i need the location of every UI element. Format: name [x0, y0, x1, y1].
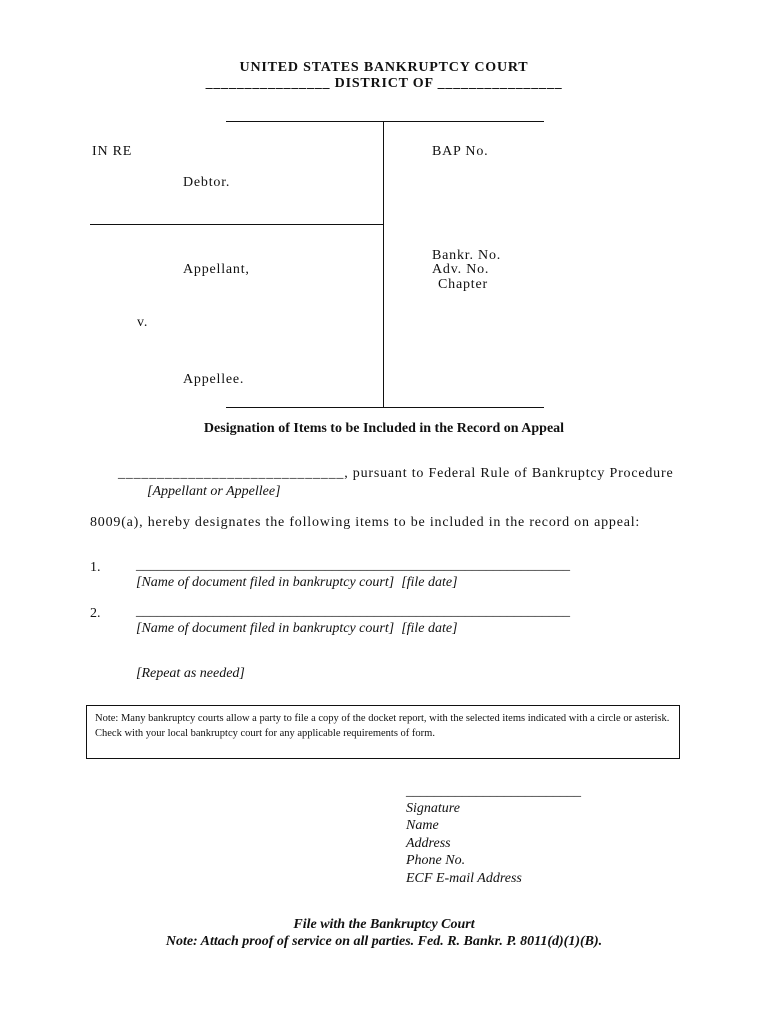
party-blank[interactable]: _____________________________ — [118, 466, 345, 481]
item-1-date-hint: [file date] — [401, 575, 458, 590]
address-label: Address — [406, 836, 451, 851]
file-with-text: File with the Bankruptcy Court — [293, 917, 475, 932]
bankr-no-label: Bankr. No. — [432, 248, 502, 263]
signature-line[interactable]: _________________________ — [406, 784, 581, 799]
pursuant-text: , pursuant to Federal Rule of Bankruptcy Procedure — [344, 466, 674, 481]
item-1-hint — [136, 575, 458, 591]
chapter-label: Chapter — [438, 277, 488, 292]
item-2-date-hint: [file date] — [401, 621, 458, 636]
item-2-doc-hint: [Name of document filed in bankruptcy court] — [136, 621, 395, 636]
versus-label: v. — [137, 315, 149, 330]
item-1-line[interactable]: ______________________________________________________________ — [136, 558, 570, 573]
signature-label: Signature — [406, 801, 460, 816]
rule-text: 8009(a), hereby designates the following items to be included in the record on appeal: — [90, 515, 641, 530]
note-box — [86, 705, 680, 759]
attach-note: Note: Attach proof of service on all parties. Fed. R. Bankr. P. 8011(d)(1)(B). — [165, 934, 603, 949]
email-label: ECF E-mail Address — [406, 871, 522, 886]
party-hint: [Appellant or Appellee] — [147, 484, 281, 499]
bap-no-label: BAP No. — [432, 144, 489, 159]
item-2-hint — [136, 621, 458, 637]
name-label: Name — [406, 818, 439, 833]
adv-no-label: Adv. No. — [432, 262, 490, 277]
district-line: ________________ DISTRICT OF ________________ — [205, 76, 563, 91]
party-line — [118, 466, 673, 482]
appellant-label: Appellant, — [183, 262, 250, 277]
item-1-doc-hint: [Name of document filed in bankruptcy court] — [136, 575, 395, 590]
debtor-label: Debtor. — [183, 175, 231, 190]
caption-middle-rule — [90, 224, 383, 225]
court-title: UNITED STATES BANKRUPTCY COURT — [239, 60, 529, 75]
phone-label: Phone No. — [406, 853, 466, 868]
caption-top-rule — [226, 121, 544, 122]
appellee-label: Appellee. — [183, 372, 245, 387]
item-2-line[interactable]: ______________________________________________________________ — [136, 604, 570, 619]
item-2-number: 2. — [90, 606, 101, 621]
in-re-label: IN RE — [92, 144, 133, 159]
caption-divider — [383, 121, 384, 407]
note-text: Note: Many bankruptcy courts allow a party to file a copy of the docket report, with the selected items indicated with a circle or asterisk. Check with your local bankruptcy court for any applicable requirements of form. — [95, 713, 670, 739]
repeat-hint: [Repeat as needed] — [136, 666, 245, 681]
item-1-number: 1. — [90, 560, 101, 575]
caption-bottom-rule — [226, 407, 544, 408]
form-title: Designation of Items to be Included in the Record on Appeal — [203, 421, 565, 436]
